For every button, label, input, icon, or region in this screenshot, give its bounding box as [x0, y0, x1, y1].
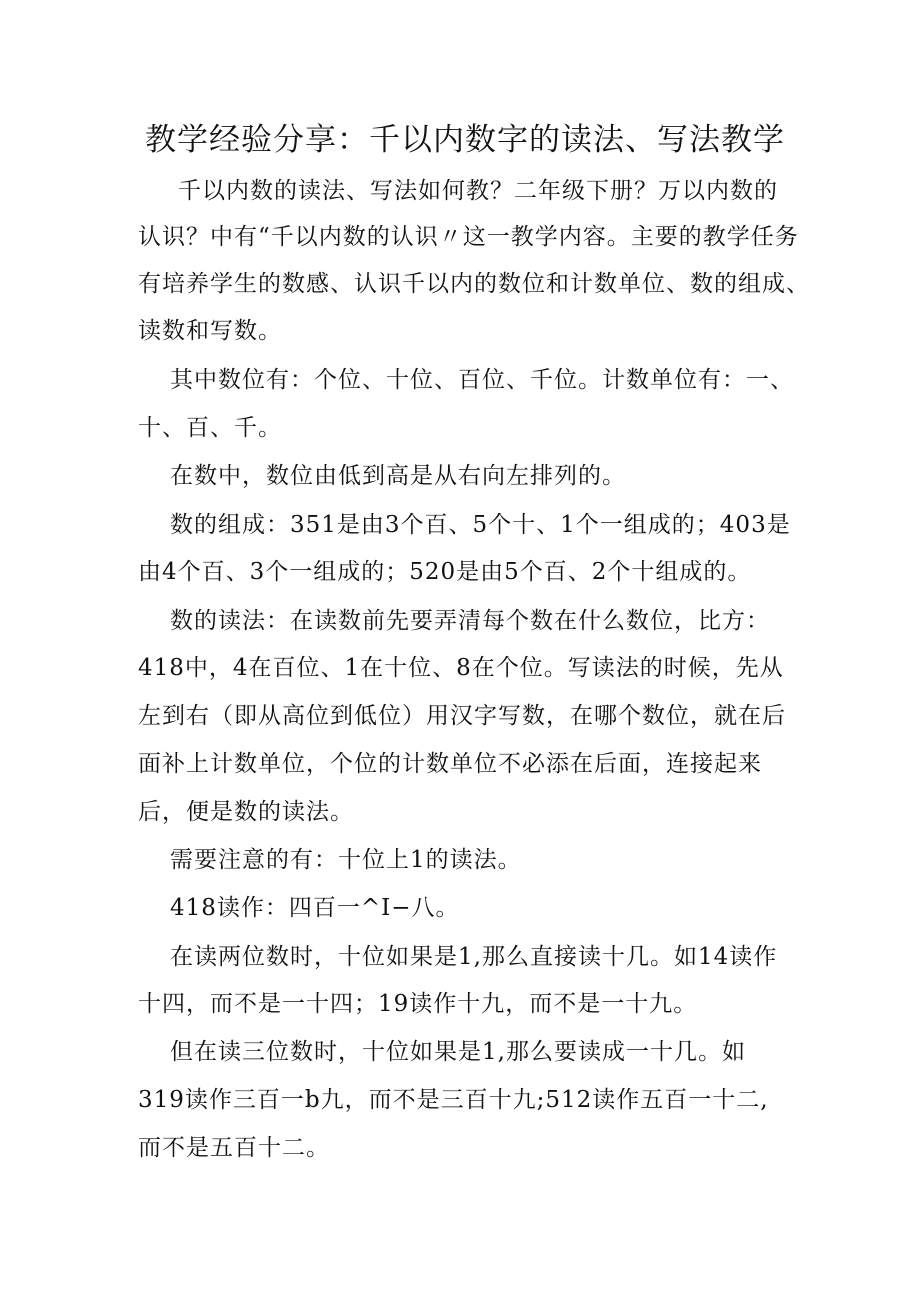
document-title: 教学经验分享：千以内数字的读法、写法教学: [145, 122, 785, 158]
paragraph-line: 后，便是数的读法。: [138, 799, 354, 825]
paragraph-line: 在读两位数时，十位如果是1,那么直接读十几。如14读作: [170, 944, 778, 970]
paragraph-line: 十四，而不是一十四；19读作十九，而不是一十九。: [138, 991, 698, 1017]
paragraph-line: 认识？中有“千以内数的认识〃这一教学内容。主要的教学任务: [138, 224, 799, 250]
paragraph-line: 读数和写数。: [138, 318, 282, 344]
paragraph-line: 在数中，数位由低到高是从右向左排列的。: [170, 463, 626, 489]
paragraph-line: 319读作三百一b九，而不是三百十九;512读作五百一十二,: [138, 1087, 769, 1113]
paragraph-line: 需要注意的有：十位上1的读法。: [170, 847, 522, 873]
paragraph-line: 而不是五百十二。: [138, 1135, 330, 1161]
paragraph-line: 但在读三位数时，十位如果是1,那么要读成一十几。如: [170, 1039, 746, 1065]
paragraph-line: 数的读法：在读数前先要弄清每个数在什么数位，比方：: [170, 608, 770, 634]
paragraph-line: 由4个百、3个一组成的；520是由5个百、2个十组成的。: [138, 559, 752, 585]
paragraph-line: 面补上计数单位，个位的计数单位不必添在后面，连接起来: [138, 751, 762, 777]
paragraph-line: 418读作：四百一^I−八。: [170, 895, 460, 921]
paragraph-line: 其中数位有：个位、十位、百位、千位。计数单位有：一、: [170, 367, 794, 393]
paragraph-line: 千以内数的读法、写法如何教？二年级下册？万以内数的: [178, 178, 778, 204]
paragraph-line: 十、百、千。: [138, 415, 282, 441]
paragraph-line: 左到右（即从高位到低位）用汉字写数，在哪个数位，就在后: [138, 703, 786, 729]
paragraph-line: 数的组成：351是由3个百、5个十、1个一组成的；403是: [170, 512, 791, 538]
paragraph-line: 418中，4在百位、1在十位、8在个位。写读法的时候，先从: [138, 655, 784, 681]
paragraph-line: 有培养学生的数感、认识千以内的数位和计数单位、数的组成、: [138, 271, 810, 297]
